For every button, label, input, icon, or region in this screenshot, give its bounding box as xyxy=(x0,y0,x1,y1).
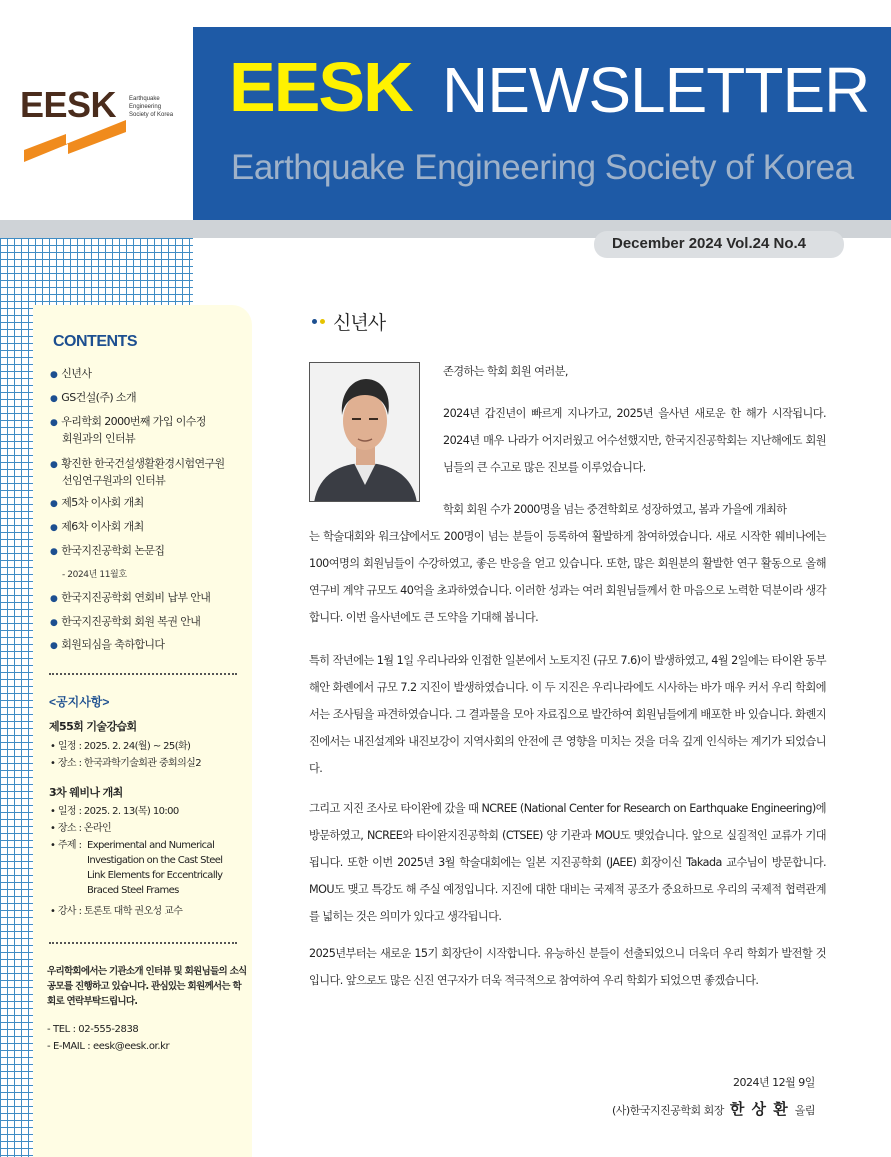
paragraph: 2024년 갑진년이 빠르게 지나가고, 2025년 을사년 새로운 한 해가 시작됩니다. 2024년 매우 나라가 어지러웠고 어수선했지만, 한국지진공학회는 지난해에도 회원님들의 큰 수고로 많은 진보를 이루었습니다. xyxy=(443,407,826,474)
bullet-icon: ● xyxy=(50,641,58,651)
paragraph: 그리고 지진 조사로 타이완에 갔을 때 NCREE (National Center for Research on Earthquake Engineering)에 방문하였고, NCREE와 타이완지진공학회 (CTSEE) 양 기관과 MOU도 맺었습니다. 앞으로 실질적인 교류가 기대됩니다. 또한 이번 2025년 3월 학술대회에는 일본 지진공학회 (JAEE) 회장이신 Takada 교수님이 방문합니다. MOU도 맺고 특강도 해 주실 예정입니다. 지진에 대한 대비는 국제적 공조가 중요하므로 우리의 국제적 협력관계를 넓히는 것은 의미가 있다고 생각됩니다. xyxy=(309,802,826,923)
notice-title: <공지사항> xyxy=(49,695,110,709)
dotted-divider xyxy=(49,942,237,944)
issue-label: December 2024 Vol.24 No.4 xyxy=(612,235,806,252)
greeting: 존경하는 학회 회원 여러분, xyxy=(443,365,568,378)
webinar-topic: Experimental and Numerical xyxy=(87,840,215,851)
contents-title: CONTENTS xyxy=(53,333,137,350)
bullet-icon: ● xyxy=(50,523,58,533)
bullet-icon: ● xyxy=(50,594,58,604)
toc-item[interactable]: ● 제6차 이사회 개최 xyxy=(50,520,144,533)
toc-item[interactable]: ● 제5차 이사회 개최 xyxy=(50,496,144,509)
seminar-title: 제55회 기술강습회 xyxy=(49,720,137,733)
logo-wordmark: EESK xyxy=(20,84,117,125)
bullet-icon: ● xyxy=(50,547,58,557)
logo-subtitle: Earthquake Engineering Society of Korea xyxy=(129,96,174,118)
section-bullet-icon xyxy=(320,319,325,324)
webinar-topic: Braced Steel Frames xyxy=(87,885,179,896)
signature: (사)한국지진공학회 회장 한 상 환 올림 xyxy=(612,1100,816,1118)
webinar-place: • 장소 : 온라인 xyxy=(50,823,112,834)
toc-item[interactable]: ● 우리학회 2000번째 가입 이수정 회원과의 인터뷰 xyxy=(50,415,206,445)
section-bullet-icon xyxy=(312,319,317,324)
letter-date: 2024년 12월 9일 xyxy=(733,1076,815,1089)
bullet-icon: ● xyxy=(50,370,58,380)
recruit-notice: 우리학회에서는 기관소개 인터뷰 및 회원님들의 소식 공모를 진행하고 있습니다. 관심있는 회원께서는 학회로 연락부탁드립니다. xyxy=(47,966,247,1007)
toc-item[interactable]: ● 한국지진공학회 연회비 납부 안내 xyxy=(50,591,211,604)
paragraph: 학회 회원 수가 2000명을 넘는 중견학회로 성장하였고, 봄과 가을에 개최하 xyxy=(443,503,787,516)
newsletter-title-newsletter: NEWSLETTER xyxy=(442,54,870,126)
bullet-icon: ● xyxy=(50,394,58,404)
seminar-place: • 장소 : 한국과학기술회관 중회의실2 xyxy=(50,758,201,769)
section-title: 신년사 xyxy=(333,312,386,334)
newsletter-title-eesk: EESK xyxy=(229,48,412,126)
dotted-divider xyxy=(49,673,237,675)
toc-item[interactable]: ● GS건설(주) 소개 xyxy=(50,391,136,404)
portrait-icon xyxy=(310,363,420,502)
webinar-topic: Investigation on the Cast Steel xyxy=(87,855,223,866)
webinar-title: 3차 웨비나 개최 xyxy=(49,786,123,799)
webinar-speaker: • 강사 : 토론토 대학 권오성 교수 xyxy=(50,906,183,917)
paragraph: 는 학술대회와 워크샵에서도 200명이 넘는 분들이 등록하여 활발하게 참여하였습니다. 새로 시작한 웨비나에는 100여명의 회원님들이 수강하였고, 좋은 반응을 얻고 있습니다. 또한, 많은 회원분의 활발한 연구 활동으로 올해 연구비 계약 규모도 40억을 초과하였습니다. 이러한 성과는 여러 회원님들께서 한 마음으로 노력한 덕분이라 생각합니다. 이번 을사년에도 큰 도약을 기대해 봅니다. xyxy=(309,530,826,624)
webinar-topic: Link Elements for Eccentrically xyxy=(87,870,223,881)
bullet-icon: ● xyxy=(50,460,58,470)
bullet-icon: ● xyxy=(50,618,58,628)
toc-item[interactable]: ● 황진한 한국건설생활환경시험연구원 선임연구원과의 인터뷰 xyxy=(50,457,225,487)
bullet-icon: ● xyxy=(50,418,58,428)
president-photo xyxy=(309,362,420,502)
toc-item[interactable]: ● 회원되심을 축하합니다 xyxy=(50,638,165,651)
toc-subnote: - 2024년 11월호 xyxy=(62,570,127,580)
seminar-date: • 일정 : 2025. 2. 24(월) ~ 25(화) xyxy=(50,741,191,752)
logo-stripe-icon xyxy=(22,118,128,168)
webinar-topic-label: • 주제 : xyxy=(50,840,82,851)
contact-tel: - TEL : 02-555-2838 xyxy=(47,1024,139,1035)
bullet-icon: ● xyxy=(50,499,58,509)
toc-item[interactable]: ● 신년사 xyxy=(50,367,92,380)
paragraph: 2025년부터는 새로운 15기 회장단이 시작합니다. 유능하신 분들이 선출되었으니 더욱더 우리 학회가 발전할 것입니다. 앞으로도 많은 신진 연구자가 더욱 적극적으로 참여하여 우리 학회가 되었으면 좋겠습니다. xyxy=(309,947,826,987)
paragraph: 특히 작년에는 1월 1일 우리나라와 인접한 일본에서 노토지진 (규모 7.6)이 발생하였고, 4월 2일에는 타이완 동부 해안 화롄에서 규모 7.2 지진이 발생하였습니다. 이 두 지진은 우리나라에도 시사하는 바가 매우 커서 우리 학회에서는 조사팀을 파견하였습니다. 그 결과물을 모아 자료집으로 발간하여 회원님들에게 배포한 바 있습니다. 화롄지진에서는 내진설계와 내진보강이 지역사회의 안전에 큰 영향을 미치는 것을 더욱 깊게 인식하는 계기가 되었습니다. xyxy=(309,654,826,775)
newsletter-subtitle: Earthquake Engineering Society of Korea xyxy=(231,148,854,187)
toc-item[interactable]: ● 한국지진공학회 논문집 xyxy=(50,544,165,557)
contact-email[interactable]: - E-MAIL : eesk@eesk.or.kr xyxy=(47,1041,170,1052)
toc-item[interactable]: ● 한국지진공학회 회원 복권 안내 xyxy=(50,615,201,628)
signature-name: 한 상 환 xyxy=(729,1100,789,1118)
webinar-date: • 일정 : 2025. 2. 13(목) 10:00 xyxy=(50,806,179,817)
